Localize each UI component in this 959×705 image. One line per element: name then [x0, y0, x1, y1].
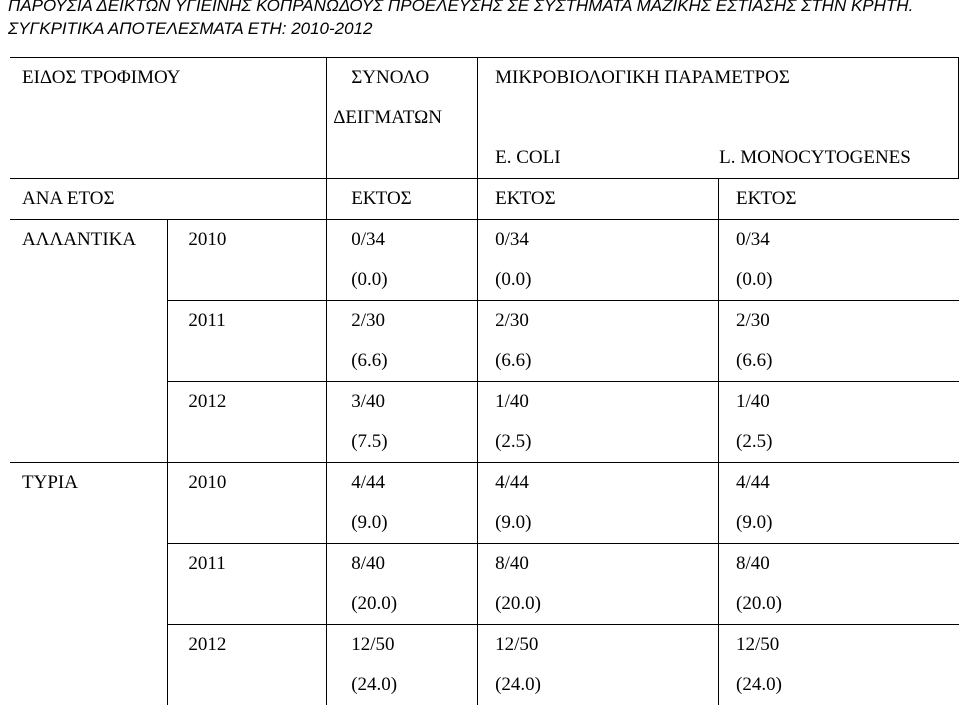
listeria-percent: (6.6) [736, 341, 958, 381]
ecoli-percent: (20.0) [495, 584, 718, 624]
subheader-listeria-cell [719, 179, 959, 220]
listeria-percent: (9.0) [736, 503, 958, 543]
subheader-total-label: ΕΚΤΟΣ [351, 179, 477, 219]
micro-parameter-header: ΜΙΚΡΟΒΙΟΛΟΓΙΚΗ ΠΑΡΑΜΕΤΡΟΣ [495, 58, 958, 98]
subheader-row [10, 179, 959, 220]
listeria-header: L. MONOCYTOGENES [719, 138, 911, 178]
total-cell [327, 544, 478, 625]
ecoli-value: 12/50 [495, 625, 718, 665]
year-value: 2012 [188, 382, 326, 422]
listeria-value: 4/44 [736, 463, 958, 503]
total-value: 8/40 [351, 544, 477, 584]
year-value: 2011 [188, 301, 326, 341]
ecoli-cell [478, 625, 719, 705]
ecoli-cell [478, 301, 719, 382]
table-row [10, 463, 959, 544]
ecoli-value: 0/34 [495, 220, 718, 260]
listeria-cell [719, 625, 959, 705]
listeria-cell [719, 382, 959, 463]
year-value: 2010 [188, 220, 326, 260]
ecoli-cell [478, 463, 719, 544]
document-title-line2: ΣΥΓΚΡΙΤΙΚΑ ΑΠΟΤΕΛΕΣΜΑΤΑ ΕΤΗ: 2010-2012 [8, 19, 373, 39]
total-cell [327, 463, 478, 544]
total-percent: (20.0) [351, 584, 477, 624]
year-cell [168, 625, 327, 705]
year-value: 2010 [188, 463, 326, 503]
year-cell [168, 463, 327, 544]
ecoli-cell [478, 544, 719, 625]
subheader-listeria-label: ΕΚΤΟΣ [736, 179, 958, 219]
ecoli-value: 1/40 [495, 382, 718, 422]
listeria-percent: (0.0) [736, 260, 958, 300]
listeria-cell [719, 220, 959, 301]
results-table [10, 57, 959, 705]
total-value: 3/40 [351, 382, 477, 422]
total-cell [327, 220, 478, 301]
micro-parameter-header-cell [478, 58, 959, 179]
total-cell [327, 301, 478, 382]
listeria-value: 12/50 [736, 625, 958, 665]
ecoli-percent: (2.5) [495, 422, 718, 462]
ecoli-percent: (9.0) [495, 503, 718, 543]
year-cell [168, 301, 327, 382]
total-samples-header-line2: ΔΕΙΓΜΑΤΩΝ [333, 98, 477, 138]
ecoli-percent: (24.0) [495, 665, 718, 705]
listeria-value: 8/40 [736, 544, 958, 584]
document-title-line1: ΠΑΡΟΥΣΙΑ ΔΕΙΚΤΩΝ ΥΓΙΕΙΝΗΣ ΚΟΠΡΑΝΩΔΟΥΣ ΠΡΟΕΛΕΥΣΗΣ ΣΕ ΣΥΣΤΗΜΑΤΑ ΜΑΖΙΚΗΣ ΕΣΤΙΑΣΗΣ ΣΤΗΝ ΚΡΗΤΗ. [8, 0, 913, 16]
total-percent: (7.5) [351, 422, 477, 462]
table-row [10, 220, 959, 301]
food-cell [10, 220, 168, 463]
ecoli-header: E. COLI [495, 138, 719, 178]
subheader-ecoli-cell [478, 179, 719, 220]
year-cell [168, 220, 327, 301]
per-year-cell [10, 179, 327, 220]
year-cell [168, 382, 327, 463]
total-samples-header-cell [327, 58, 478, 179]
listeria-value: 1/40 [736, 382, 958, 422]
listeria-percent: (2.5) [736, 422, 958, 462]
header-row [10, 58, 959, 179]
listeria-value: 0/34 [736, 220, 958, 260]
total-cell [327, 382, 478, 463]
ecoli-value: 4/44 [495, 463, 718, 503]
food-label: ΤΥΡΙΑ [22, 463, 167, 503]
total-percent: (24.0) [351, 665, 477, 705]
food-type-header: ΕΙΔΟΣ ΤΡΟΦΙΜΟΥ [22, 58, 326, 98]
total-cell [327, 625, 478, 705]
listeria-cell [719, 463, 959, 544]
total-samples-header-line1: ΣΥΝΟΛΟ [333, 58, 477, 98]
total-value: 2/30 [351, 301, 477, 341]
year-value: 2011 [188, 544, 326, 584]
total-value: 4/44 [351, 463, 477, 503]
total-percent: (0.0) [351, 260, 477, 300]
listeria-cell [719, 301, 959, 382]
ecoli-percent: (0.0) [495, 260, 718, 300]
listeria-value: 2/30 [736, 301, 958, 341]
subheader-total-cell [327, 179, 478, 220]
total-percent: (6.6) [351, 341, 477, 381]
listeria-cell [719, 544, 959, 625]
subheader-ecoli-label: ΕΚΤΟΣ [495, 179, 718, 219]
total-percent: (9.0) [351, 503, 477, 543]
food-cell [10, 463, 168, 705]
year-cell [168, 544, 327, 625]
total-value: 0/34 [351, 220, 477, 260]
listeria-percent: (24.0) [736, 665, 958, 705]
total-value: 12/50 [351, 625, 477, 665]
food-label: ΑΛΛΑΝΤΙΚΑ [22, 220, 167, 260]
ecoli-value: 2/30 [495, 301, 718, 341]
listeria-percent: (20.0) [736, 584, 958, 624]
ecoli-cell [478, 382, 719, 463]
year-value: 2012 [188, 625, 326, 665]
food-type-header-cell [10, 58, 327, 179]
ecoli-cell [478, 220, 719, 301]
ecoli-value: 8/40 [495, 544, 718, 584]
ecoli-percent: (6.6) [495, 341, 718, 381]
per-year-label: ΑΝΑ ΕΤΟΣ [22, 179, 326, 219]
